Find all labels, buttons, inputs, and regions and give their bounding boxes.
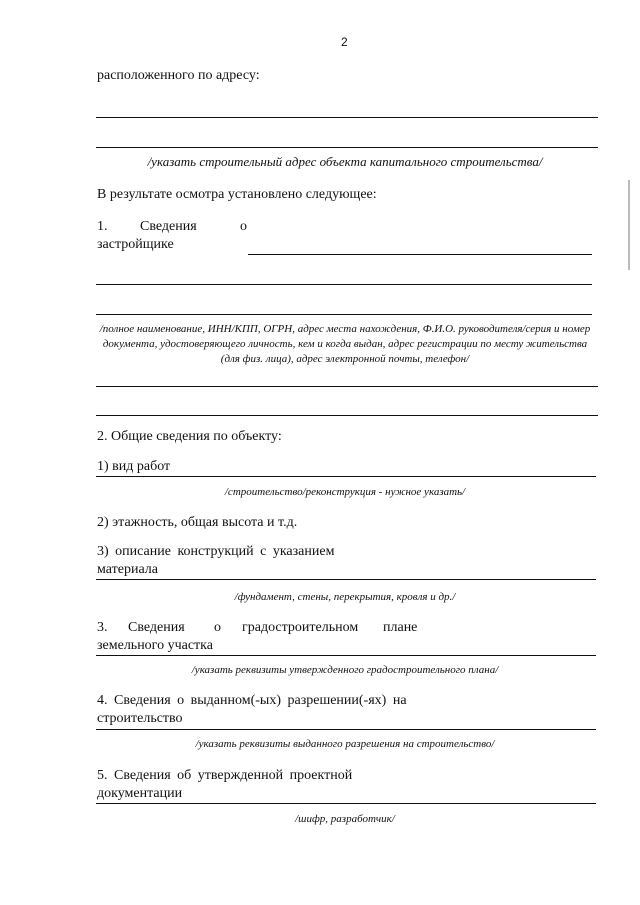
section1-word2: о: [240, 219, 247, 234]
section2-item2: 2) этажность, общая высота и т.д.: [97, 515, 298, 530]
address-note: /указать строительный адрес объекта капитального строительства/: [147, 154, 543, 169]
section2-item3-note: /фундамент, стены, перекрытия, кровля и др./: [234, 591, 456, 603]
section5-fill-line: [96, 803, 596, 804]
section2-item3-line2: материала: [97, 562, 158, 577]
page-number: 2: [341, 35, 348, 49]
inspection-intro: В результате осмотра установлено следующее:: [97, 187, 377, 202]
section3-word2: о: [214, 620, 221, 635]
address-line-1: [96, 117, 598, 118]
section1-num: 1.: [97, 219, 108, 234]
section3-num: 3.: [97, 620, 108, 635]
section1-note: /полное наименование, ИНН/КПП, ОГРН, адрес места нахождения, Ф.И.О. руководителя/серия и номер документа, удостоверяющего личность, кем и когда выдан, адрес регистрации по месту жительства (для физ. лица), адрес электронной почты, телефон/: [99, 323, 591, 365]
section1-line-d: [96, 415, 598, 416]
address-label: расположенного по адресу:: [97, 68, 260, 83]
section3-word3: градостроительном: [242, 620, 359, 635]
section1-line-b: [96, 314, 592, 315]
section2-item1: 1) вид работ: [97, 459, 171, 474]
address-line-2: [96, 147, 598, 148]
section4-line1: 4. Сведения о выданном(-ых) разрешении(-ях) на: [97, 693, 407, 708]
section1-line-c: [96, 386, 598, 387]
section2-item3-line: [96, 579, 596, 580]
section1-word1: Сведения: [140, 219, 197, 234]
section3-line2: земельного участка: [97, 638, 213, 653]
section4-fill-line: [96, 729, 596, 730]
section3-note: /указать реквизиты утвержденного градостроительного плана/: [191, 664, 499, 676]
section1-fill-line: [248, 254, 592, 255]
section1-line2: застройщике: [97, 237, 174, 252]
scan-edge: [628, 180, 630, 270]
section2-item1-note: /строительство/реконструкция - нужное указать/: [224, 486, 466, 498]
section2-item3-line1: 3) описание конструкций с указанием: [97, 544, 335, 559]
section5-note: /шифр, разработчик/: [295, 813, 395, 825]
section1-line-a: [96, 284, 592, 285]
section4-line2: строительство: [97, 711, 183, 726]
section4-note: /указать реквизиты выданного разрешения на строительство/: [195, 738, 495, 750]
section5-line2: документации: [97, 786, 183, 801]
section3-fill-line: [96, 655, 596, 656]
section3-word4: плане: [383, 620, 418, 635]
section2-item1-line: [96, 476, 596, 477]
section3-word1: Сведения: [128, 620, 185, 635]
section2-title: 2. Общие сведения по объекту:: [97, 429, 282, 444]
section5-line1: 5. Сведения об утвержденной проектной: [97, 768, 353, 783]
